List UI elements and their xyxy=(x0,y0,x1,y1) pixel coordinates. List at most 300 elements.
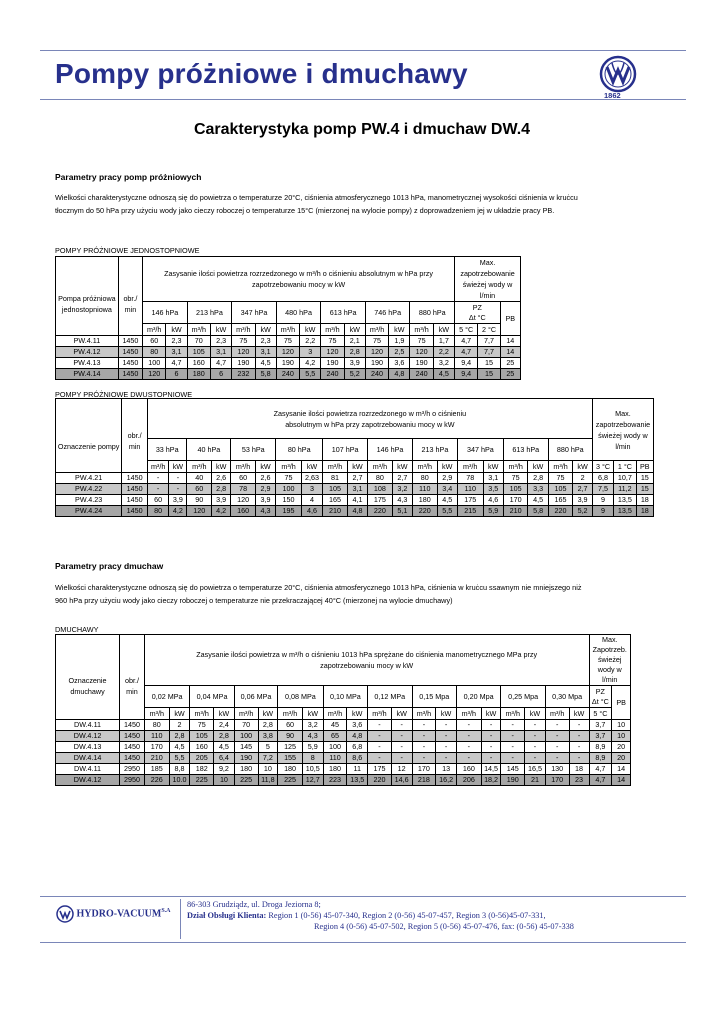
table-row xyxy=(56,473,654,484)
value-cell: 5,5 xyxy=(437,506,457,517)
value-cell: 240 xyxy=(276,369,299,380)
model-cell: DW.4.12 xyxy=(56,731,120,742)
unit-kw: kW xyxy=(210,324,231,336)
unit-kw: kW xyxy=(258,708,278,720)
value-cell: 110 xyxy=(413,484,438,495)
rpm-cell: 1450 xyxy=(120,731,145,742)
value-cell: 5,5 xyxy=(169,753,190,764)
value-cell: 3 xyxy=(301,484,322,495)
value-cell: 4,6 xyxy=(301,506,322,517)
rpm-header: obr./ min xyxy=(122,399,148,473)
value-cell: 1,9 xyxy=(389,336,410,347)
pz-header xyxy=(455,302,501,324)
value-cell: 165 xyxy=(548,495,573,506)
pb-header: PB xyxy=(500,302,520,336)
rpm-cell: 1450 xyxy=(118,358,142,369)
value-cell: 125 xyxy=(278,742,303,753)
pressure-header: 0,20 Mpa xyxy=(456,686,500,708)
value-cell: 70 xyxy=(187,336,210,347)
unit-m3: m³/h xyxy=(323,708,347,720)
value-cell: 4,3 xyxy=(255,506,275,517)
value-cell: 2,1 xyxy=(344,336,365,347)
value-cell: 8 xyxy=(302,753,323,764)
value-cell: 3,1 xyxy=(347,484,367,495)
value-cell: 190 xyxy=(321,358,344,369)
value-cell: 75 xyxy=(276,336,299,347)
value-cell: 170 xyxy=(144,742,169,753)
value-cell: 8,8 xyxy=(169,764,190,775)
unit-kw: kW xyxy=(344,324,365,336)
value-cell: 218 xyxy=(412,775,436,786)
footer-address: 86-303 Grudziądz, ul. Droga Jeziorna 8; xyxy=(187,900,321,909)
value-cell: 9,2 xyxy=(214,764,235,775)
value-cell: 145 xyxy=(501,764,525,775)
value-cell: 13,5 xyxy=(614,506,636,517)
value-cell: 2,8 xyxy=(528,473,548,484)
value-cell: - xyxy=(481,753,501,764)
value-cell: 170 xyxy=(545,775,569,786)
value-cell: 4,6 xyxy=(483,495,503,506)
footer-logo xyxy=(56,905,170,923)
value-cell: 180 xyxy=(323,764,347,775)
value-cell: 18 xyxy=(636,506,653,517)
value-cell: 12,7 xyxy=(302,775,323,786)
value-cell: 2,3 xyxy=(166,336,187,347)
value-cell: 160 xyxy=(456,764,481,775)
value-cell: 40 xyxy=(187,473,212,484)
blowers-label: DMUCHAWY xyxy=(55,625,99,634)
value-cell: 185 xyxy=(144,764,169,775)
value-cell: 75 xyxy=(503,473,528,484)
value-cell: 4,1 xyxy=(347,495,367,506)
rpm-cell: 2950 xyxy=(120,764,145,775)
unit-m3: m³/h xyxy=(147,461,168,473)
value-cell: 10 xyxy=(612,731,631,742)
value-cell: 18 xyxy=(569,764,589,775)
value-cell: 4,5 xyxy=(255,358,276,369)
value-cell: 15 xyxy=(636,473,653,484)
blower-name-header: Oznaczenie dmuchawy xyxy=(56,635,120,720)
temp-5: 5 °C xyxy=(589,708,612,720)
rpm-cell: 1450 xyxy=(122,484,148,495)
table-row xyxy=(56,506,654,517)
value-cell: - xyxy=(368,731,392,742)
unit-m3: m³/h xyxy=(501,708,525,720)
value-cell: 3,4 xyxy=(437,484,457,495)
value-cell: 13,5 xyxy=(614,495,636,506)
pressure-header: 480 hPa xyxy=(276,302,321,324)
value-cell: 190 xyxy=(365,358,388,369)
rpm-cell: 1450 xyxy=(122,495,148,506)
value-cell: 4,7 xyxy=(589,775,612,786)
pressure-header: 0,08 MPa xyxy=(278,686,323,708)
value-cell: 210 xyxy=(144,753,169,764)
value-cell: 120 xyxy=(365,347,388,358)
footer-logo-icon xyxy=(56,905,74,923)
value-cell: 3,3 xyxy=(528,484,548,495)
value-cell: 150 xyxy=(276,495,302,506)
value-cell: 15 xyxy=(478,369,500,380)
table-row xyxy=(56,775,631,786)
unit-m3: m³/h xyxy=(190,708,214,720)
value-cell: 145 xyxy=(234,742,258,753)
value-cell: 10,5 xyxy=(302,764,323,775)
value-cell: 2,9 xyxy=(255,484,275,495)
value-cell: 180 xyxy=(234,764,258,775)
value-cell: 4,8 xyxy=(389,369,410,380)
rpm-cell: 2950 xyxy=(120,775,145,786)
value-cell: 120 xyxy=(231,495,256,506)
value-cell: 225 xyxy=(190,775,214,786)
unit-kw: kW xyxy=(391,708,412,720)
value-cell: 2,3 xyxy=(255,336,276,347)
value-cell: 6 xyxy=(210,369,231,380)
value-cell: 2,8 xyxy=(169,731,190,742)
value-cell: 120 xyxy=(321,347,344,358)
value-cell: 2,2 xyxy=(300,336,321,347)
unit-m3: m³/h xyxy=(321,324,344,336)
value-cell: 2,3 xyxy=(210,336,231,347)
unit-m3: m³/h xyxy=(231,461,256,473)
value-cell: 16,2 xyxy=(436,775,457,786)
value-cell: 190 xyxy=(410,358,433,369)
value-cell: 175 xyxy=(368,764,392,775)
unit-kw: kW xyxy=(483,461,503,473)
value-cell: 225 xyxy=(278,775,303,786)
value-cell: 4,2 xyxy=(212,506,231,517)
dt-label: Δt °C xyxy=(468,312,486,322)
value-cell: - xyxy=(501,753,525,764)
footer-phones-2: Region 4 (0-56) 45-07-502, Region 5 (0-56) 45-07-476, fax: (0-56) 45-07-338 xyxy=(314,922,574,931)
value-cell: 120 xyxy=(276,347,299,358)
value-cell: 165 xyxy=(323,495,348,506)
value-cell: - xyxy=(147,473,168,484)
value-cell: - xyxy=(169,473,187,484)
pressure-header: 0,30 Mpa xyxy=(545,686,589,708)
value-cell: - xyxy=(391,753,412,764)
unit-kw: kW xyxy=(528,461,548,473)
value-cell: 8,9 xyxy=(589,753,612,764)
pressure-header: 146 hPa xyxy=(143,302,188,324)
value-cell: - xyxy=(481,742,501,753)
value-cell: 75 xyxy=(276,473,302,484)
pressure-header: 0,06 MPa xyxy=(234,686,277,708)
value-cell: 220 xyxy=(368,775,392,786)
value-cell: 4,3 xyxy=(392,495,412,506)
pumps-heading: Parametry pracy pomp próżniowych xyxy=(55,172,202,182)
value-cell: - xyxy=(525,720,546,731)
pressure-header: 213 hPa xyxy=(187,302,232,324)
table-row xyxy=(56,369,521,380)
pressure-header: 746 hPa xyxy=(365,302,410,324)
value-cell: 8,9 xyxy=(589,742,612,753)
value-cell: 18,2 xyxy=(481,775,501,786)
model-cell: PW.4.21 xyxy=(56,473,122,484)
blowers-table xyxy=(55,634,631,786)
pz-label: PZ xyxy=(472,302,482,312)
value-cell: 60 xyxy=(278,720,303,731)
temp-3: 3 °C xyxy=(592,461,613,473)
value-cell: 100 xyxy=(276,484,302,495)
unit-m3: m³/h xyxy=(456,708,481,720)
value-cell: 60 xyxy=(231,473,256,484)
value-cell: 3,7 xyxy=(589,720,612,731)
pressure-header: 0,12 MPa xyxy=(368,686,412,708)
value-cell: 108 xyxy=(368,484,393,495)
value-cell: 4 xyxy=(301,495,322,506)
unit-m3: m³/h xyxy=(323,461,348,473)
value-cell: 4,5 xyxy=(214,742,235,753)
model-cell: PW.4.22 xyxy=(56,484,122,495)
value-cell: 18 xyxy=(636,495,653,506)
temp-2: 2 °C xyxy=(478,324,500,336)
value-cell: 2,7 xyxy=(573,484,592,495)
value-cell: 6,4 xyxy=(214,753,235,764)
unit-m3: m³/h xyxy=(413,461,438,473)
double-stage-table xyxy=(55,398,654,517)
value-cell: 1,7 xyxy=(433,336,454,347)
value-cell: 4,7 xyxy=(455,347,478,358)
value-cell: 7,7 xyxy=(478,336,500,347)
table-row xyxy=(56,753,631,764)
value-cell: 10,7 xyxy=(614,473,636,484)
value-cell: 90 xyxy=(187,495,212,506)
value-cell: - xyxy=(501,720,525,731)
value-cell: 3,9 xyxy=(212,495,231,506)
value-cell: 4,8 xyxy=(347,731,368,742)
value-cell: - xyxy=(501,742,525,753)
value-cell: 6,8 xyxy=(347,742,368,753)
temp-5: 5 °C xyxy=(455,324,478,336)
value-cell: - xyxy=(391,742,412,753)
unit-m3: m³/h xyxy=(234,708,258,720)
value-cell: 16,5 xyxy=(525,764,546,775)
value-cell: - xyxy=(436,742,457,753)
value-cell: 65 xyxy=(323,731,347,742)
value-cell: 190 xyxy=(501,775,525,786)
rpm-cell: 1450 xyxy=(122,506,148,517)
unit-kw: kW xyxy=(389,324,410,336)
value-cell: 2,6 xyxy=(212,473,231,484)
value-cell: 3,1 xyxy=(255,347,276,358)
unit-kw: kW xyxy=(436,708,457,720)
single-stage-table xyxy=(55,256,521,380)
value-cell: 8,6 xyxy=(347,753,368,764)
value-cell: 25 xyxy=(500,358,520,369)
value-cell: 9 xyxy=(592,495,613,506)
value-cell: - xyxy=(545,742,569,753)
pump-name-header: Pompa próżniowa jednostopniowa xyxy=(56,257,119,336)
unit-kw: kW xyxy=(347,461,367,473)
value-cell: 2,7 xyxy=(392,473,412,484)
value-cell: - xyxy=(436,753,457,764)
pressure-header: 0,10 MPa xyxy=(323,686,367,708)
unit-kw: kW xyxy=(347,708,368,720)
value-cell: - xyxy=(368,720,392,731)
value-cell: 10 xyxy=(258,764,278,775)
value-cell: 2,8 xyxy=(258,720,278,731)
value-cell: 13 xyxy=(436,764,457,775)
dt-label: Δt °C xyxy=(591,696,609,706)
unit-kw: kW xyxy=(481,708,501,720)
value-cell: 3,7 xyxy=(589,731,612,742)
value-cell: 81 xyxy=(323,473,348,484)
value-cell: 5,9 xyxy=(483,506,503,517)
value-cell: 4,7 xyxy=(210,358,231,369)
value-cell: 2,8 xyxy=(214,731,235,742)
value-cell: - xyxy=(569,742,589,753)
value-cell: 60 xyxy=(147,495,168,506)
value-cell: 190 xyxy=(276,358,299,369)
value-cell: 105 xyxy=(190,731,214,742)
value-cell: 5,2 xyxy=(573,506,592,517)
unit-kw: kW xyxy=(302,708,323,720)
title-rule xyxy=(40,99,686,100)
value-cell: 2,4 xyxy=(214,720,235,731)
table-row xyxy=(56,495,654,506)
value-cell: 210 xyxy=(323,506,348,517)
value-cell: - xyxy=(481,731,501,742)
value-cell: 160 xyxy=(187,358,210,369)
unit-m3: m³/h xyxy=(548,461,573,473)
suction-header: Zasysanie ilości powietrza w m³/h o ciśnieniu 1013 hPa sprężane do ciśnienia manometrycznego MPa przy zapotrzebowaniu mocy w kW xyxy=(144,635,589,686)
value-cell: 9,4 xyxy=(455,369,478,380)
table-row xyxy=(56,336,521,347)
value-cell: - xyxy=(545,720,569,731)
unit-kw: kW xyxy=(214,708,235,720)
value-cell: 14 xyxy=(612,764,631,775)
value-cell: 75 xyxy=(232,336,255,347)
rpm-cell: 1450 xyxy=(120,720,145,731)
value-cell: - xyxy=(436,731,457,742)
value-cell: 21 xyxy=(525,775,546,786)
suction-header: Zasysanie ilości powietrza rozrzedzonego w m³/h o ciśnieniu absolutnym w hPa przy zapotrzebowaniu mocy w kW xyxy=(143,257,455,302)
value-cell: 120 xyxy=(232,347,255,358)
value-cell: - xyxy=(412,731,436,742)
value-cell: 60 xyxy=(143,336,166,347)
value-cell: 195 xyxy=(276,506,302,517)
unit-kw: kW xyxy=(525,708,546,720)
value-cell: 170 xyxy=(503,495,528,506)
value-cell: 4,7 xyxy=(589,764,612,775)
unit-kw: kW xyxy=(169,461,187,473)
suction-header: Zasysanie ilości powietrza rozrzedzonego w m³/h o ciśnieniu absolutnym w hPa przy zapotrzebowaniu mocy w kW xyxy=(147,399,592,439)
model-cell: DW.4.11 xyxy=(56,720,120,731)
value-cell: 3,1 xyxy=(483,473,503,484)
unit-kw: kW xyxy=(255,324,276,336)
value-cell: 182 xyxy=(190,764,214,775)
value-cell: 105 xyxy=(187,347,210,358)
value-cell: 2,9 xyxy=(437,473,457,484)
value-cell: - xyxy=(391,731,412,742)
pressure-header: 0,15 Mpa xyxy=(412,686,456,708)
value-cell: - xyxy=(412,720,436,731)
value-cell: 12 xyxy=(391,764,412,775)
value-cell: 20 xyxy=(612,753,631,764)
value-cell: 2,8 xyxy=(344,347,365,358)
value-cell: 90 xyxy=(278,731,303,742)
value-cell: 110 xyxy=(144,731,169,742)
rpm-cell: 1450 xyxy=(118,347,142,358)
value-cell: 11 xyxy=(347,764,368,775)
blowers-description: Wielkości charakterystyczne odnoszą się do powietrza o temperaturze 20°C, ciśnienia atmosferycznego 1013 hPa, ciśnienia w kruċcu ssawnym nie mniejszego niż 960 hPa przy użyciu wody jako cieczy roboczej o temperaturze nie przekraczającej 40°C (mierzonej na wylocie dmuchawy) xyxy=(55,583,582,605)
footer-company: HYDRO-VACUUM xyxy=(76,908,162,920)
value-cell: 110 xyxy=(323,753,347,764)
value-cell: 4,5 xyxy=(169,742,190,753)
value-cell: 5,5 xyxy=(300,369,321,380)
value-cell: 120 xyxy=(143,369,166,380)
unit-m3: m³/h xyxy=(368,708,392,720)
water-header: Max. zapotrzebowanie świeżej wody w l/min xyxy=(455,257,521,302)
unit-kw: kW xyxy=(433,324,454,336)
value-cell: 4,7 xyxy=(455,336,478,347)
rpm-header: obr./ min xyxy=(118,257,142,336)
unit-kw: kW xyxy=(301,461,322,473)
value-cell: - xyxy=(481,720,501,731)
pb-header: PB xyxy=(636,461,653,473)
pump-name-header: Oznaczenie pompy xyxy=(56,399,122,473)
value-cell: 170 xyxy=(412,764,436,775)
pressure-header: 80 hPa xyxy=(276,439,323,461)
rpm-cell: 1450 xyxy=(120,753,145,764)
value-cell: - xyxy=(525,731,546,742)
footer-company-suffix: S.A xyxy=(161,907,171,914)
value-cell: - xyxy=(412,742,436,753)
unit-m3: m³/h xyxy=(278,708,303,720)
value-cell: 6,8 xyxy=(592,473,613,484)
rpm-cell: 1450 xyxy=(122,473,148,484)
value-cell: - xyxy=(436,720,457,731)
footer-address-block xyxy=(187,899,574,932)
water-header: Max. Zapotrzeb. świeżej wody w l/min xyxy=(589,635,631,686)
pressure-header: 146 hPa xyxy=(368,439,413,461)
value-cell: 3,5 xyxy=(483,484,503,495)
pressure-header: 347 hPa xyxy=(457,439,503,461)
value-cell: 4,7 xyxy=(166,358,187,369)
pressure-header: 53 hPa xyxy=(231,439,276,461)
blowers-heading: Parametry pracy dmuchaw xyxy=(55,561,164,571)
pb-header: PB xyxy=(612,686,631,720)
value-cell: - xyxy=(525,742,546,753)
unit-m3: m³/h xyxy=(276,461,302,473)
value-cell: 100 xyxy=(234,731,258,742)
table-row xyxy=(56,484,654,495)
value-cell: 5,8 xyxy=(255,369,276,380)
value-cell: 240 xyxy=(321,369,344,380)
unit-kw: kW xyxy=(573,461,592,473)
pz-label: PZ xyxy=(595,686,605,696)
value-cell: 210 xyxy=(503,506,528,517)
top-rule xyxy=(40,50,686,51)
value-cell: 160 xyxy=(231,506,256,517)
unit-m3: m³/h xyxy=(368,461,393,473)
value-cell: 80 xyxy=(143,347,166,358)
pz-header xyxy=(589,686,612,708)
model-cell: DW.4.13 xyxy=(56,742,120,753)
value-cell: - xyxy=(368,753,392,764)
value-cell: 190 xyxy=(232,358,255,369)
unit-m3: m³/h xyxy=(503,461,528,473)
table-row xyxy=(56,731,631,742)
value-cell: 240 xyxy=(410,369,433,380)
pumps-description: Wielkości charakterystyczne odnoszą się do powietrza o temperaturze 20°C, ciśnienia atmosferycznego 1013 hPa, manometrycznej wysokości ciśnienia w kruċcu tłocznym do 50 hPa przy użyciu wody jako cieczy roboczej o temperaturze 15°C (mierzonej na wylocie pompy) z doprowadzeniem jej w układzie pracy PB. xyxy=(55,193,578,215)
value-cell: 120 xyxy=(410,347,433,358)
page-title: Pompy próżniowe i dmuchawy xyxy=(55,58,468,89)
unit-kw: kW xyxy=(166,324,187,336)
value-cell: 120 xyxy=(187,506,212,517)
unit-kw: kW xyxy=(169,708,190,720)
value-cell: 3 xyxy=(300,347,321,358)
